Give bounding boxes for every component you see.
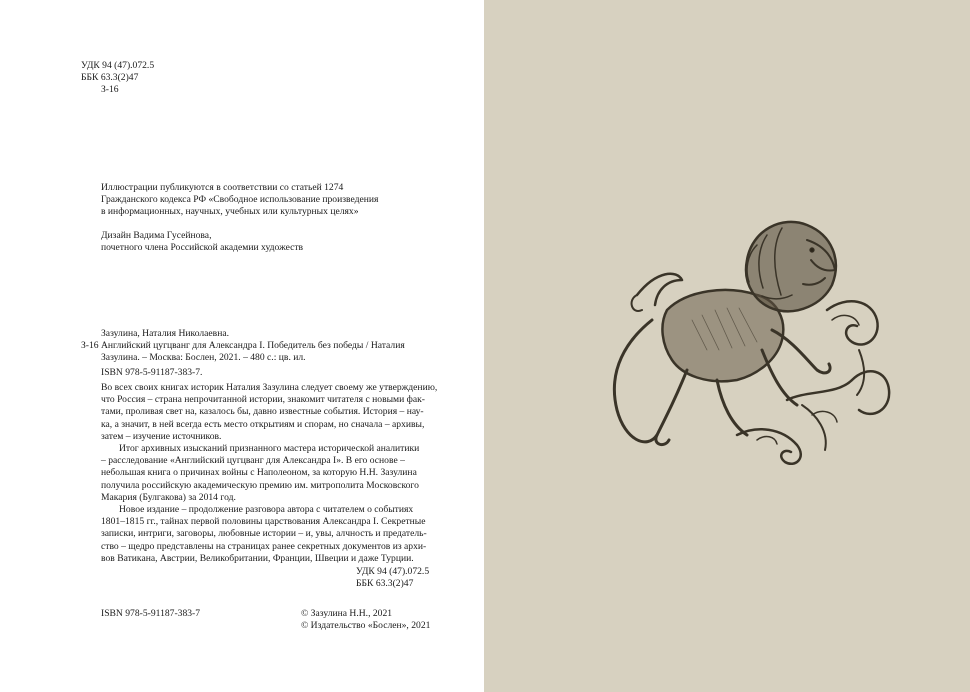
copyright-publisher: © Издательство «Бослен», 2021 [301, 620, 431, 631]
illustration-note-line: Гражданского кодекса РФ «Свободное использование произведения [101, 194, 379, 206]
annotation-line: Новое издание – продолжение разговора автора с читателем о событиях [119, 504, 414, 515]
annotation-line: записки, интриги, заговоры, любовные истории – и, увы, алчность и предатель- [101, 528, 427, 540]
design-credit [101, 230, 303, 254]
author-mark: З-16 [101, 84, 119, 95]
annotation-paragraph [101, 382, 437, 443]
heraldic-lion-illustration [597, 200, 897, 470]
catalog-author: Зазулина, Наталия Николаевна. [101, 328, 229, 339]
annotation-line: Макария (Булгакова) за 2014 год. [101, 491, 236, 503]
footer-isbn: ISBN 978-5-91187-383-7 [101, 608, 201, 619]
bbk-code: ББК 63.3(2)47 [81, 72, 139, 83]
illustration-note-line: Иллюстрации публикуются в соответствии со статьей 1274 [101, 182, 344, 193]
udk-code-repeat: УДК 94 (47).072.5 [356, 566, 430, 577]
annotation-line: ство – щедро представлены на страницах ранее секретных документов из архи- [101, 540, 427, 552]
left-page [0, 0, 484, 692]
catalog-title: Английский цугцванг для Александра I. Победитель без победы / Наталия [101, 340, 405, 351]
annotation-line: – расследование «Английский цугцванг для Александра I». В его основе – [101, 455, 405, 467]
annotation-line: что Россия – страна непрочитанной истории, знакомит читателя с новыми фак- [101, 394, 425, 406]
annotation-line: Итог архивных изысканий признанного мастера исторической аналитики [119, 443, 420, 454]
catalog-imprint: Зазулина. – Москва: Бослен, 2021. – 480 с.: цв. ил. [101, 352, 306, 363]
right-page [484, 0, 970, 692]
annotation-paragraph [101, 443, 419, 504]
bbk-code-repeat: ББК 63.3(2)47 [356, 578, 414, 589]
annotation-line: затем – изучение источников. [101, 430, 222, 442]
udk-code: УДК 94 (47).072.5 [81, 60, 155, 71]
copyright-author: © Зазулина Н.Н., 2021 [301, 608, 393, 619]
illustration-note [101, 182, 378, 219]
annotation-line: 1801–1815 гг., тайнах первой половины царствования Александра I. Секретные [101, 516, 426, 528]
annotation-line: Во всех своих книгах историк Наталия Зазулина следует своему же утверждению, [101, 382, 438, 393]
illustration-note-line: в информационных, научных, учебных или культурных целях» [101, 206, 359, 218]
catalog-isbn: ISBN 978-5-91187-383-7. [101, 367, 203, 378]
annotation-paragraph [101, 504, 427, 565]
annotation-line: небольшая книга о причинах войны с Наполеоном, за которую Н.Н. Зазулина [101, 467, 417, 479]
annotation-line: получила российскую академическую премию им. митрополита Московского [101, 479, 419, 491]
annotation-line: ка, а значит, в ней всегда есть место открытиям и спорам, но сначала – архивы, [101, 418, 425, 430]
catalog-mark: З-16 [81, 340, 99, 351]
design-credit-line: Дизайн Вадима Гусейнова, [101, 230, 212, 241]
annotation-line: тами, проливая свет на, казалось бы, давно известные события. История – нау- [101, 406, 424, 418]
design-credit-line: почетного члена Российской академии художеств [101, 242, 304, 254]
annotation-line: вов Ватикана, Австрии, Великобритании, Франции, Швеции и даже Турции. [101, 552, 414, 564]
